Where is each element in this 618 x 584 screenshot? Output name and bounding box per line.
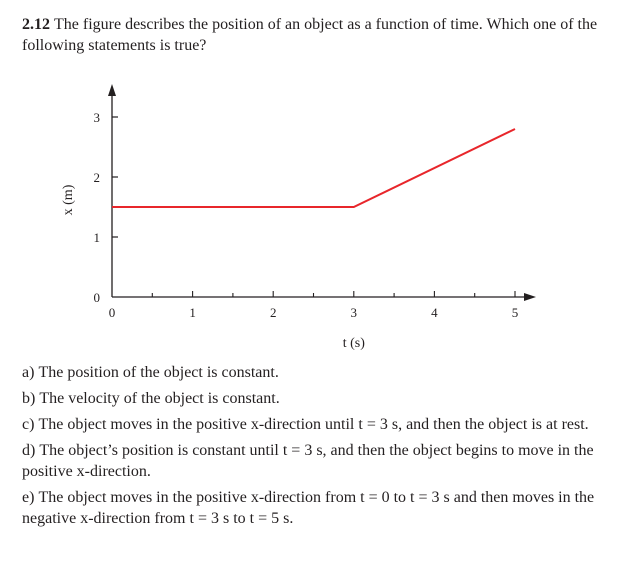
x-tick-label: 3 xyxy=(350,305,358,320)
question-text: The figure describes the position of an object as a function of time. Which one of the following statements is true? xyxy=(22,16,598,54)
option-letter: a) xyxy=(22,364,35,381)
option-text: The position of the object is constant. xyxy=(38,364,279,381)
y-tick-label: 0 xyxy=(93,290,100,305)
series-group xyxy=(112,129,515,207)
x-tick-label: 0 xyxy=(108,305,116,320)
x-tick-label: 5 xyxy=(511,305,519,320)
answer-options xyxy=(22,362,602,534)
option-text: The object’s position is constant until t = 3 s, and then the object begins to move in the positive x-direction. xyxy=(22,442,594,480)
x-tick-label: 4 xyxy=(431,305,438,320)
x-axis-arrow xyxy=(524,293,536,301)
option-b[interactable] xyxy=(22,388,602,409)
series-line-position xyxy=(112,129,515,207)
question-block xyxy=(22,14,602,56)
option-e[interactable] xyxy=(22,487,602,529)
y-tick-label: 3 xyxy=(93,110,100,125)
x-tick-label: 1 xyxy=(189,305,196,320)
y-axis-label: x (m) xyxy=(61,184,76,216)
x-tick-label: 2 xyxy=(269,305,277,320)
position-time-graph xyxy=(50,72,570,362)
option-letter: c) xyxy=(22,416,35,433)
option-c[interactable] xyxy=(22,414,602,435)
question-number: 2.12 xyxy=(22,16,50,33)
x-axis-label: t (s) xyxy=(342,336,365,351)
option-letter: d) xyxy=(22,442,36,459)
option-text: The object moves in the positive x-direction until t = 3 s, and then the object is at rest. xyxy=(38,416,589,433)
option-letter: e) xyxy=(22,489,35,506)
option-text: The velocity of the object is constant. xyxy=(39,390,280,407)
option-letter: b) xyxy=(22,390,36,407)
y-axis-arrow xyxy=(108,84,116,96)
option-a[interactable] xyxy=(22,362,602,383)
option-text: The object moves in the positive x-direction from t = 0 to t = 3 s and then moves in the negative x-direction from t = 3 s to t = 5 s. xyxy=(22,489,595,527)
axis-ticks xyxy=(94,110,519,320)
y-tick-label: 1 xyxy=(93,230,100,245)
chart-svg xyxy=(50,72,570,362)
y-tick-label: 2 xyxy=(93,170,100,185)
option-d[interactable] xyxy=(22,440,602,482)
